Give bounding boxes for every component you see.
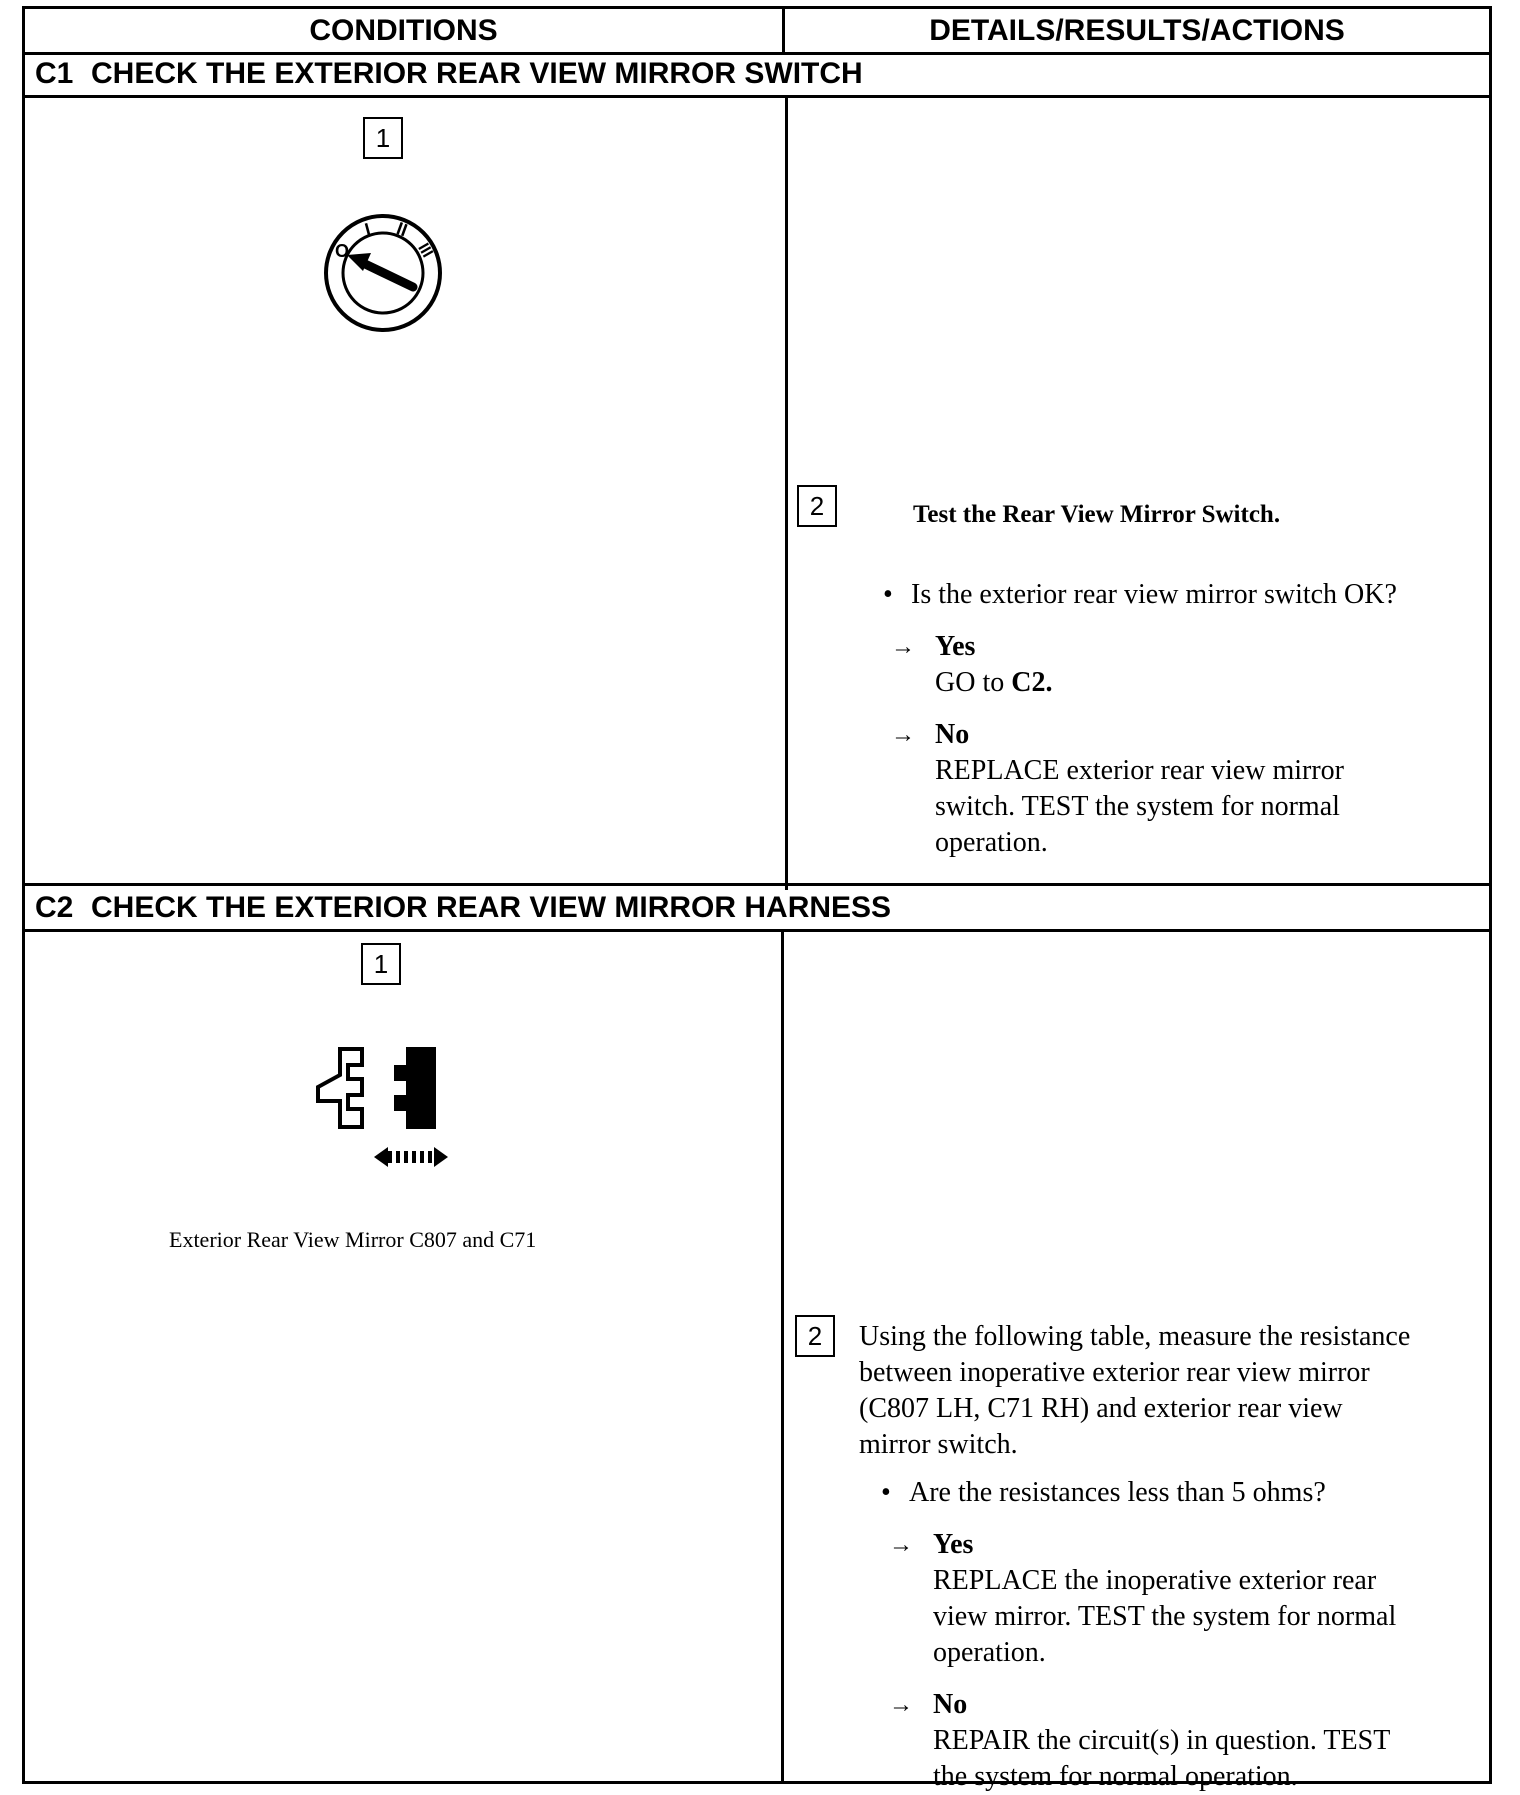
c2-column-divider xyxy=(781,929,784,1784)
arrow-icon: → xyxy=(891,722,915,748)
c2-step2-text: Using the following table, measure the resistance between inoperative exterior rear view mirror (C807 LH, C71 RH) and exterior rear view mirror switch. xyxy=(859,1321,1411,1460)
c2-step2-box: 2 xyxy=(795,1315,835,1357)
c1-step1-box: 1 xyxy=(363,117,403,159)
ignition-label-2: II xyxy=(393,218,411,241)
ignition-switch-icon xyxy=(321,205,451,335)
ignition-label-1: I xyxy=(362,219,373,240)
conditions-header: CONDITIONS xyxy=(25,9,785,52)
diagnostic-table: CONDITIONS DETAILS/RESULTS/ACTIONS C1 CHECK THE EXTERIOR REAR VIEW MIRROR SWITCH 1 O I II III 2 Test the Rear View Mirror Switch. • Is the exterior rear view mirror switch OK? → Yes GO to C2. → No REPLACE exterior rear view mirror switch. TEST the system for normal operation. C2 CHECK THE EXTERIOR REAR VIEW MIRROR HARNESS 1 Exterior Rear View Mirror C807 and C71 2 Using the following table, measure the resistance between inoperative exterior rear view mirror (C807 LH, C71 RH) and exterior rear view mirror switch. • Are the resistances less than 5 ohms? → Yes REPLACE the inoperative exterior rear view mirror. TEST the system for normal operation. → No REPAIR the circuit(s) in question. TEST the system for normal operation. xyxy=(22,6,1492,1784)
ignition-label-off: O xyxy=(335,241,350,261)
section-c1-heading: CHECK THE EXTERIOR REAR VIEW MIRROR SWITCH xyxy=(91,57,863,90)
ignition-label-3: III xyxy=(414,240,436,261)
c2-connector-caption: Exterior Rear View Mirror C807 and C71 xyxy=(169,1227,537,1252)
c1-column-divider xyxy=(785,95,788,890)
connector-disconnect-icon xyxy=(310,1039,460,1179)
table-header xyxy=(25,9,1489,55)
c2-step1-box: 1 xyxy=(361,943,401,985)
arrow-icon: → xyxy=(891,634,915,660)
c1-step2-box: 2 xyxy=(797,485,837,527)
arrow-icon: → xyxy=(889,1532,913,1558)
section-c1-title xyxy=(25,52,1489,98)
bullet-icon: • xyxy=(881,1477,891,1508)
details-header: DETAILS/RESULTS/ACTIONS xyxy=(929,14,1345,47)
bullet-icon: • xyxy=(883,579,893,610)
c1-step2-text: Test the Rear View Mirror Switch. xyxy=(913,501,1281,528)
arrow-icon: → xyxy=(889,1692,913,1718)
section-c2-number: C2 xyxy=(35,891,74,924)
section-c2-title xyxy=(25,886,1489,932)
section-c1-number: C1 xyxy=(35,57,74,90)
section-c2-heading: CHECK THE EXTERIOR REAR VIEW MIRROR HARNESS xyxy=(91,891,892,924)
